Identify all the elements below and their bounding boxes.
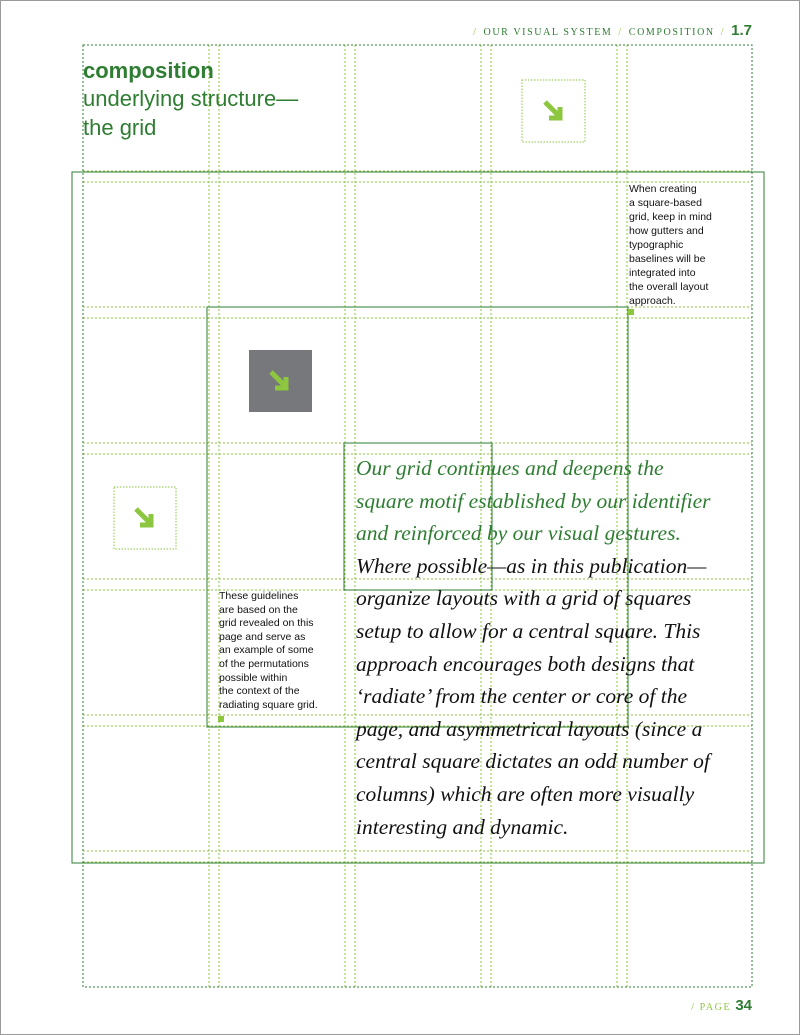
header-number: 1.7: [731, 22, 752, 39]
note-marker: [628, 309, 634, 315]
arrow-tile-top: [522, 80, 585, 142]
body-line: Where possible—as in this publication—: [356, 553, 707, 578]
note-line: grid, keep in mind: [629, 211, 712, 223]
arrow-tile-left: [114, 487, 176, 549]
note-line: When creating: [629, 183, 697, 195]
body-line: columns) which are often more visually: [356, 781, 695, 806]
note-line: a square-based: [629, 197, 702, 209]
body-line: central square dictates an odd number of: [356, 749, 710, 774]
note-line: the context of the: [219, 685, 300, 698]
page-title: [83, 58, 298, 142]
page-number: 34: [735, 997, 752, 1014]
body-line: Our grid continues and deepens the: [356, 456, 664, 480]
note-line: possible within: [219, 671, 288, 684]
arrow-tile-center: [249, 350, 312, 412]
title-bold: composition: [83, 58, 214, 83]
note-line: an example of some: [219, 644, 314, 657]
note-line: radiating square grid.: [219, 698, 318, 711]
header-subsection: COMPOSITION: [628, 27, 715, 38]
note-line: page and serve as: [219, 630, 306, 643]
note-line: grid revealed on this: [219, 617, 314, 630]
title-line-2: the grid: [83, 115, 157, 140]
arrow-down-right-icon: [136, 509, 151, 525]
body-line: approach encourages both designs that: [356, 651, 695, 676]
sidebar-note-left: [219, 590, 344, 712]
note-line: the overall layout: [629, 281, 709, 293]
title-line-1: underlying structure—: [83, 86, 299, 111]
sidebar-note-top: [629, 182, 739, 308]
note-marker: [218, 716, 224, 722]
note-line: typographic: [629, 239, 684, 251]
header-section: OUR VISUAL SYSTEM: [483, 27, 613, 38]
note-line: integrated into: [629, 267, 696, 279]
arrow-down-right-icon: [545, 102, 560, 118]
note-line: approach.: [629, 295, 676, 307]
page-footer: / PAGE 34: [691, 997, 752, 1014]
note-line: These guidelines: [219, 590, 299, 602]
note-line: of the permutations: [219, 657, 309, 670]
footer-label: PAGE: [699, 1002, 732, 1013]
body-line: and reinforced by our visual gestures.: [356, 521, 681, 546]
body-line: page, and asymmetrical layouts (since a: [356, 716, 703, 741]
body-line: square motif established by our identifier: [356, 488, 711, 513]
note-line: baselines will be: [629, 253, 706, 265]
body-text: [356, 452, 756, 843]
body-line: organize layouts with a grid of squares: [356, 586, 692, 611]
note-line: how gutters and: [629, 225, 704, 237]
body-line: ‘radiate’ from the center or core of the: [356, 684, 687, 709]
body-line: interesting and dynamic.: [356, 814, 569, 839]
note-line: are based on the: [219, 603, 298, 616]
body-line: setup to allow for a central square. This: [356, 618, 701, 643]
running-header: / OUR VISUAL SYSTEM / COMPOSITION / 1.7: [473, 22, 752, 39]
